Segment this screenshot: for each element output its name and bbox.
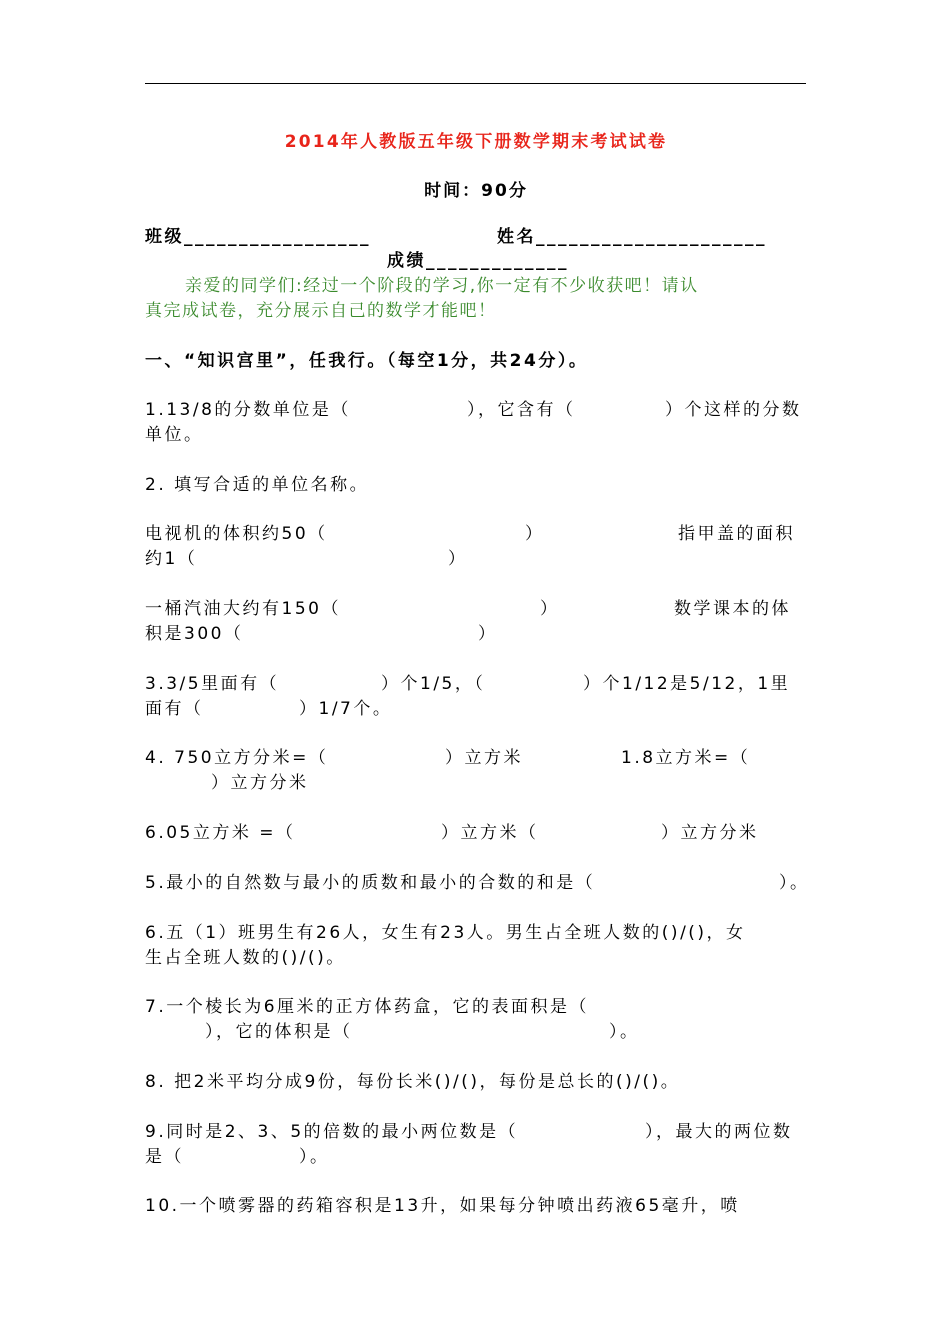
score-field: 成绩_____________ (387, 251, 569, 271)
section-1-heading: 一、“知识宫里”，任我行。（每空1分，共24分）。 (145, 351, 589, 371)
class-field: 班级_________________ (145, 227, 371, 247)
question-1-cont: 单位。 (145, 425, 204, 445)
intro-line-2: 真完成试卷，充分展示自己的数学才能吧！ (145, 301, 497, 321)
exam-title: 2014年人教版五年级下册数学期末考试试卷 (284, 132, 668, 152)
question-7: 7.一个棱长为6厘米的正方体药盒，它的表面积是（ (145, 997, 590, 1017)
exam-time: 时间：90分 (424, 181, 528, 201)
question-8: 8. 把2米平均分成9份，每份长米()/()，每份是总长的()/()。 (145, 1072, 681, 1092)
name-field: 姓名_____________________ (497, 227, 767, 247)
question-10: 10.一个喷雾器的药箱容积是13升，如果每分钟喷出药液65毫升，喷 (145, 1196, 740, 1216)
header-rule (145, 83, 806, 84)
question-2: 2. 填写合适的单位名称。 (145, 475, 370, 495)
question-6: 6.五（1）班男生有26人，女生有23人。男生占全班人数的()/()，女 (145, 923, 746, 943)
question-6-cont: 生占全班人数的()/()。 (145, 948, 346, 968)
